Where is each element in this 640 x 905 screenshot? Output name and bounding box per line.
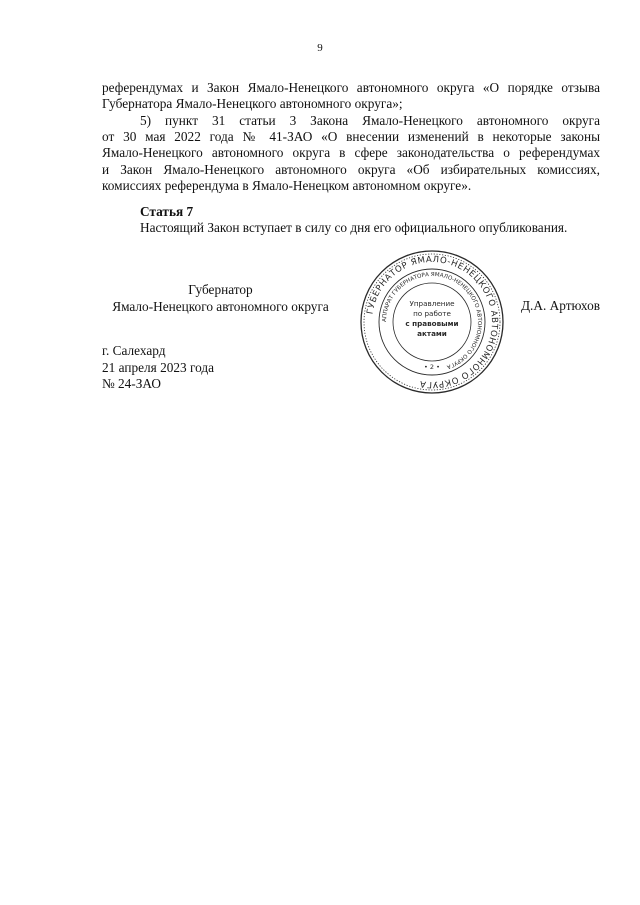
- text-line: 5) пункт 31 статьи 3 Закона Ямало-Ненецкого автономного округа: [140, 113, 600, 128]
- footer-date: 21 апреля 2023 года: [102, 359, 215, 375]
- text-line: комиссиях референдума в Ямало-Ненецком автономном округе».: [102, 177, 472, 193]
- official-seal: [359, 249, 505, 395]
- article-text: Настоящий Закон вступает в силу со дня его официального опубликования.: [140, 220, 568, 235]
- signatory-name: Д.А. Артюхов: [520, 298, 600, 313]
- text-line: и Закон Ямало-Ненецкого автономного округа «Об избирательных комиссиях,: [102, 161, 600, 177]
- seal-outer-text: ГУБЕРНАТОР ЯМАЛО-НЕНЕЦКОГО АВТОНОМНОГО ОКРУГА: [365, 254, 500, 390]
- document-footer: [102, 343, 214, 393]
- seal-number: • 2 •: [424, 363, 440, 371]
- footer-number: № 24-ЗАО: [102, 376, 161, 391]
- seal-center-line: Управление: [409, 299, 455, 308]
- signatory-title-line: Губернатор: [188, 282, 253, 297]
- seal-center-line: по работе: [413, 309, 451, 318]
- seal-center-line: актами: [417, 329, 447, 338]
- signatory-title-line: Ямало-Ненецкого автономного округа: [112, 298, 329, 314]
- signatory-title: [102, 282, 339, 315]
- seal-inner-text: АППАРАТ ГУБЕРНАТОРА ЯМАЛО-НЕНЕЦКОГО АВТОНОМНОГО ОКРУГА: [381, 271, 483, 370]
- article-heading: Статья 7: [140, 204, 194, 219]
- seal-center-line: с правовыми: [405, 319, 459, 328]
- text-line: референдумах и Закон Ямало-Ненецкого автономного округа «О порядке отзыва: [102, 80, 600, 95]
- text-line: Ямало-Ненецкого автономного округа в сфере законодательства о референдумах: [102, 145, 600, 161]
- text-line: Губернатора Ямало-Ненецкого автономного округа»;: [102, 96, 403, 112]
- page-number: 9: [317, 42, 323, 54]
- paragraph-continuation: [102, 80, 600, 112]
- text-line: от 30 мая 2022 года № 41-ЗАО «О внесении изменений в некоторые законы: [102, 129, 600, 145]
- paragraph-item-5: [102, 113, 600, 194]
- footer-city: г. Салехард: [102, 343, 166, 358]
